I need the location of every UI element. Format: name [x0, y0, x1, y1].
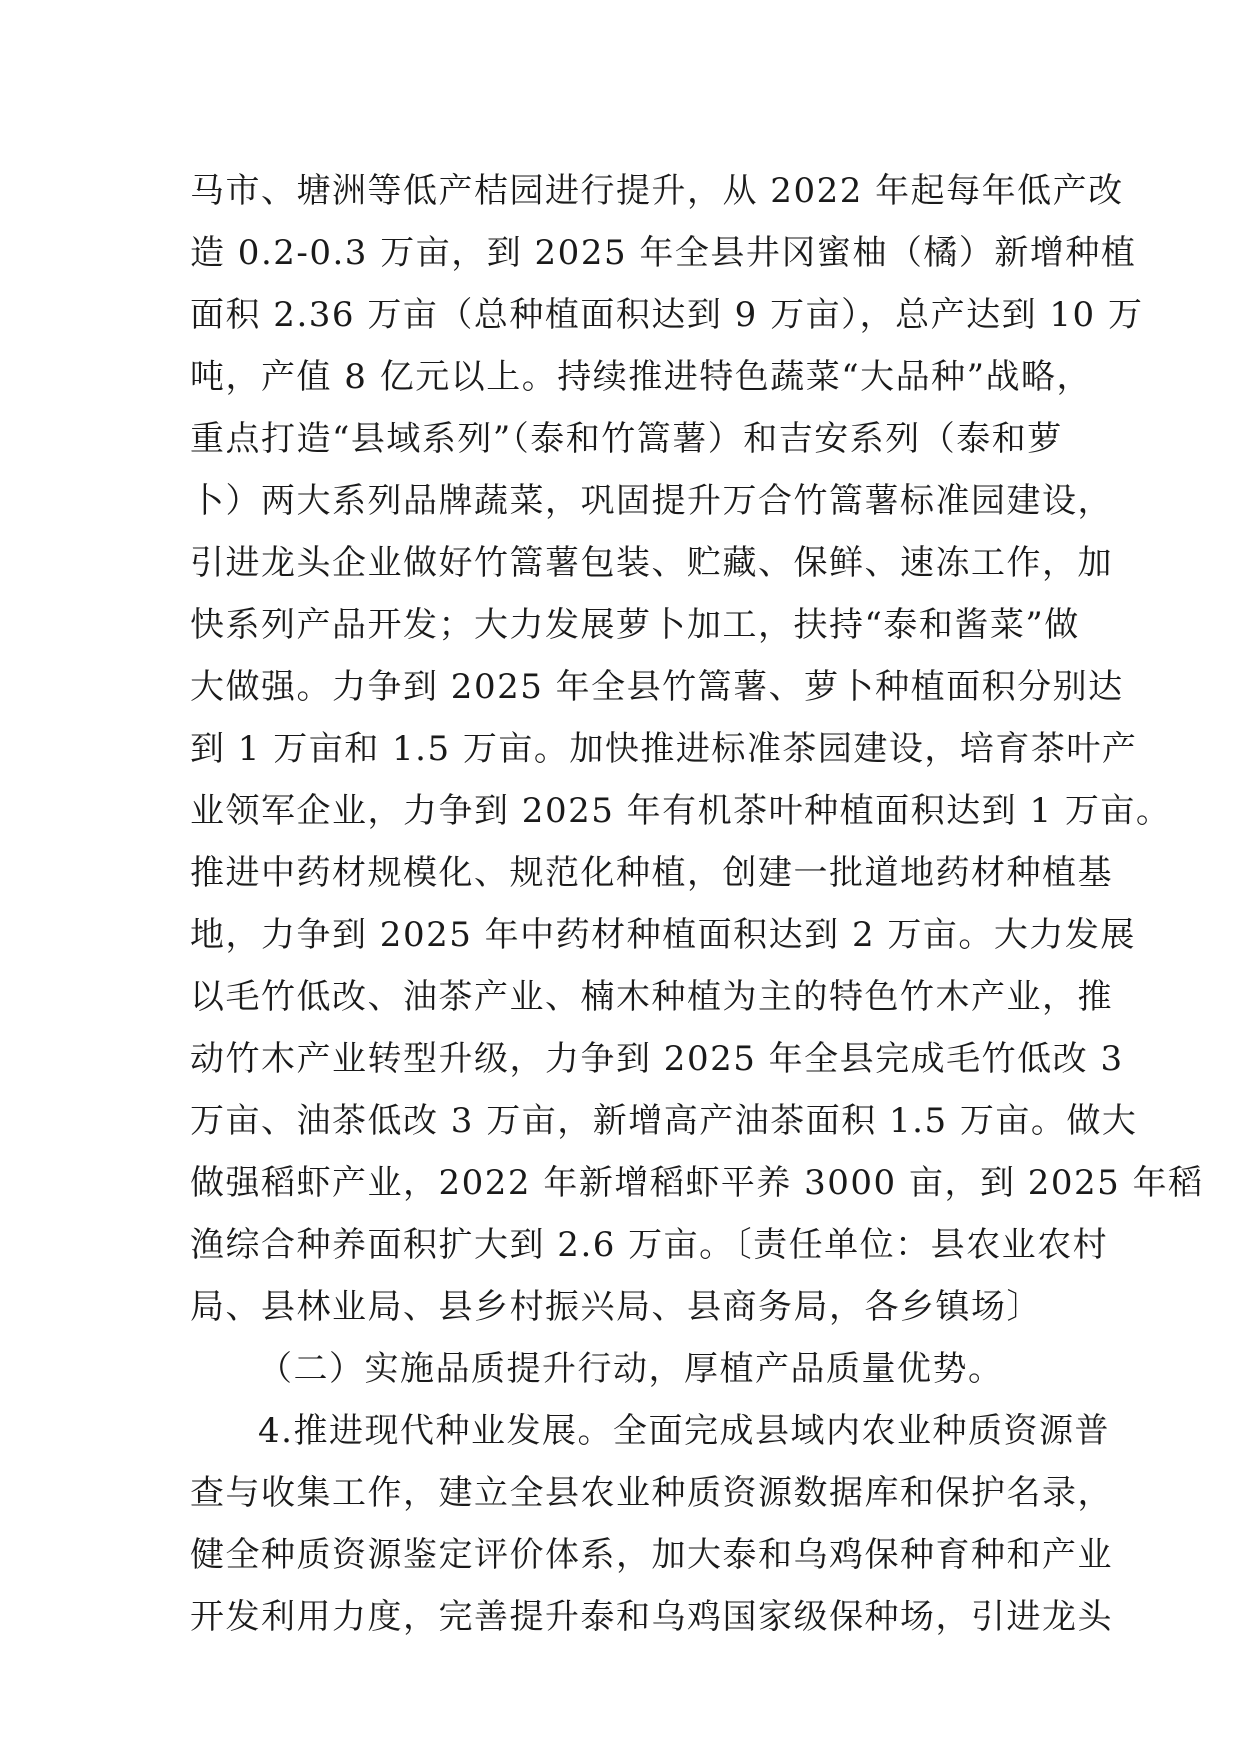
paragraph-start-line: 4.推进现代种业发展。全面完成县域内农业种质资源普 [258, 1411, 1110, 1451]
text-line: 查与收集工作，建立全县农业种质资源数据库和保护名录， [190, 1473, 1113, 1513]
text-line: 吨，产值 8 亿元以上。持续推进特色蔬菜“大品种”战略， [190, 357, 1093, 397]
text-line: 马市、塘洲等低产桔园进行提升，从 2022 年起每年低产改 [190, 171, 1124, 211]
text-line: 面积 2.36 万亩（总种植面积达到 9 万亩），总产达到 10 万 [190, 295, 1144, 335]
text-line: 快系列产品开发；大力发展萝卜加工，扶持“泰和酱菜”做 [190, 605, 1080, 645]
text-line: 推进中药材规模化、规范化种植，创建一批道地药材种植基 [190, 853, 1113, 893]
text-line: 造 0.2-0.3 万亩，到 2025 年全县井冈蜜柚（橘）新增种植 [190, 233, 1137, 273]
text-line: 局、县林业局、县乡村振兴局、县商务局，各乡镇场〕 [190, 1287, 1042, 1327]
text-line: 大做强。力争到 2025 年全县竹篙薯、萝卜种植面积分别达 [190, 667, 1124, 707]
text-line: 重点打造“县域系列”（泰和竹篙薯）和吉安系列（泰和萝 [190, 419, 1063, 459]
text-line: 开发利用力度，完善提升泰和乌鸡国家级保种场，引进龙头 [190, 1597, 1113, 1637]
body-text [190, 160, 1204, 1648]
text-line: 健全种质资源鉴定评价体系，加大泰和乌鸡保种育种和产业 [190, 1535, 1113, 1575]
section-heading: （二）实施品质提升行动，厚植产品质量优势。 [258, 1349, 1004, 1389]
text-line: 做强稻虾产业，2022 年新增稻虾平养 3000 亩，到 2025 年稻 [190, 1163, 1204, 1203]
text-line: 业领军企业，力争到 2025 年有机茶叶种植面积达到 1 万亩。 [190, 791, 1172, 831]
text-line: 地，力争到 2025 年中药材种植面积达到 2 万亩。大力发展 [190, 915, 1136, 955]
text-line: 万亩、油茶低改 3 万亩，新增高产油茶面积 1.5 万亩。做大 [190, 1101, 1138, 1141]
text-line: 卜）两大系列品牌蔬菜，巩固提升万合竹篙薯标准园建设， [190, 481, 1113, 521]
text-line: 以毛竹低改、油茶产业、楠木种植为主的特色竹木产业，推 [190, 977, 1113, 1017]
text-line: 到 1 万亩和 1.5 万亩。加快推进标准茶园建设，培育茶叶产 [190, 729, 1138, 769]
text-line: 渔综合种养面积扩大到 2.6 万亩。〔责任单位：县农业农村 [190, 1225, 1109, 1265]
text-line: 动竹木产业转型升级，力争到 2025 年全县完成毛竹低改 3 [190, 1039, 1124, 1079]
text-line: 引进龙头企业做好竹篙薯包装、贮藏、保鲜、速冻工作，加 [190, 543, 1113, 583]
